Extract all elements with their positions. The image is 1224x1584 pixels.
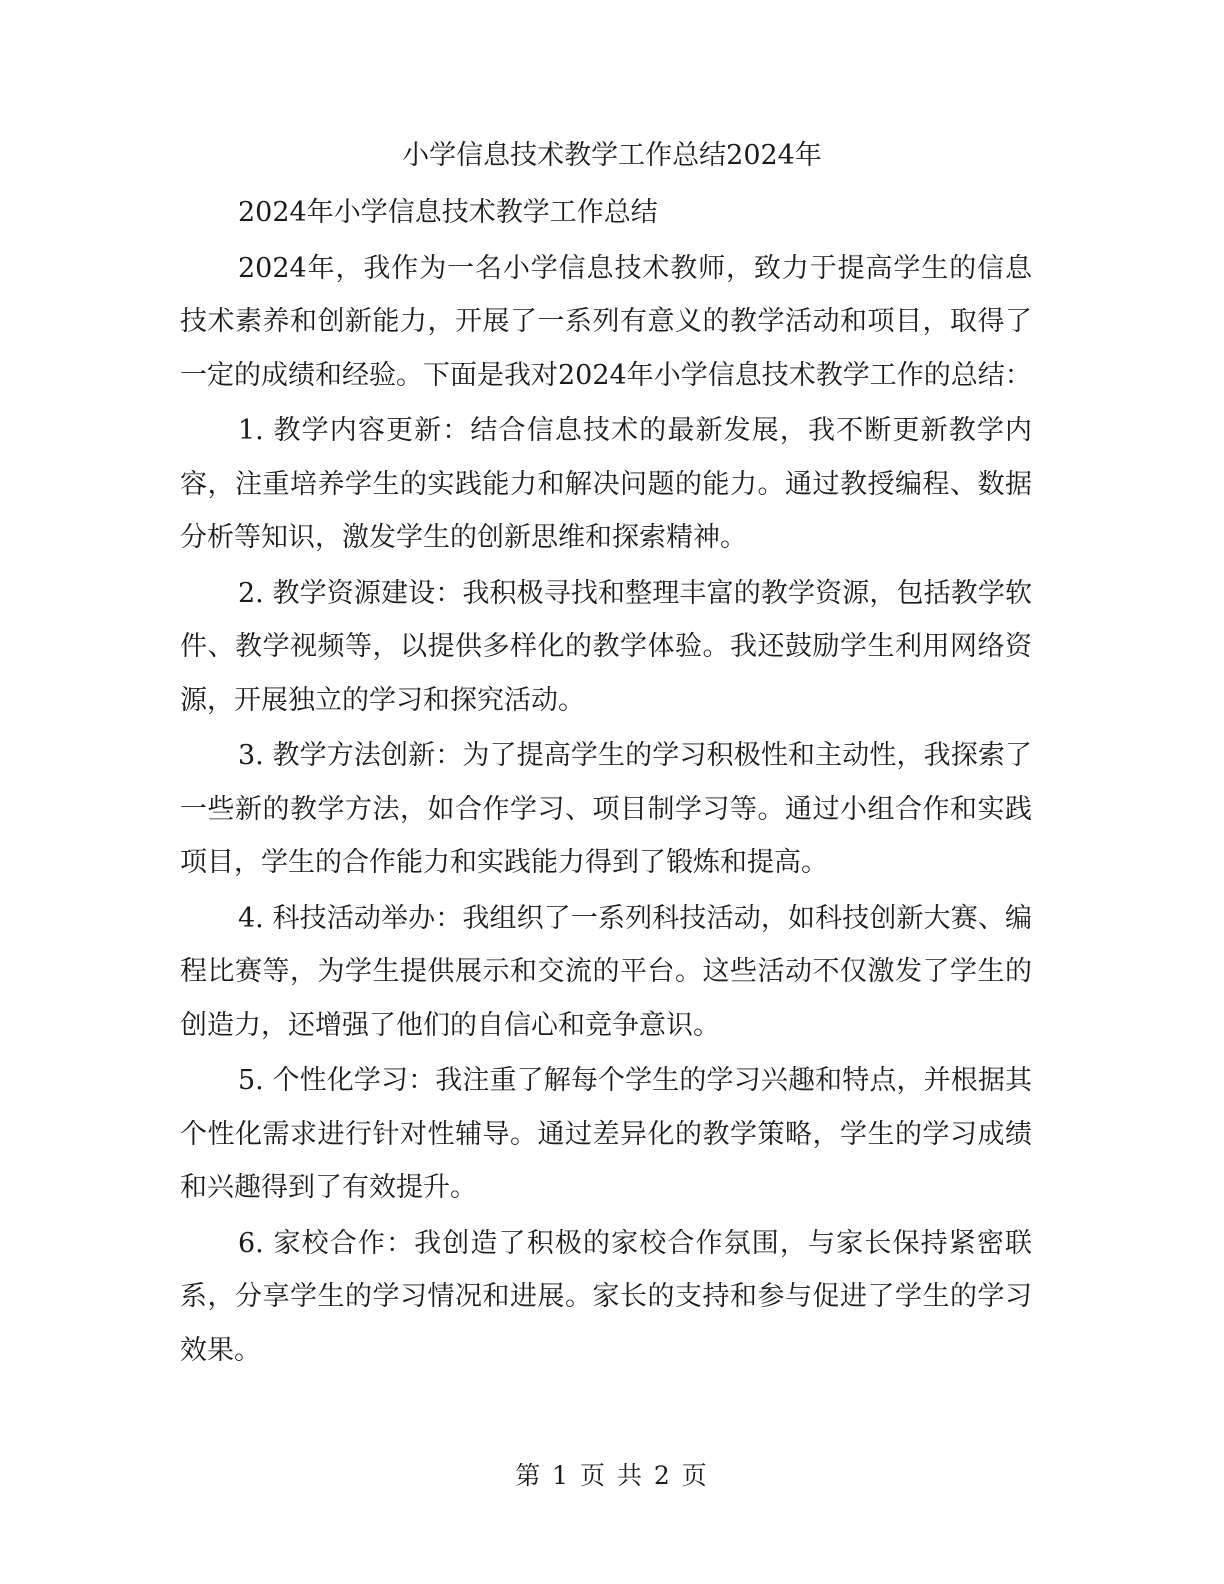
- item-paragraph-5: 5. 个性化学习：我注重了解每个学生的学习兴趣和特点，并根据其个性化需求进行针对性辅导。通过差异化的教学策略，学生的学习成绩和兴趣得到了有效提升。: [180, 1065, 1032, 1203]
- item-paragraph-1: 1. 教学内容更新：结合信息技术的最新发展，我不断更新教学内容，注重培养学生的实践能力和解决问题的能力。通过教授编程、数据分析等知识，激发学生的创新思维和探索精神。: [180, 415, 1032, 553]
- item-paragraph-4: 4. 科技活动举办：我组织了一系列科技活动，如科技创新大赛、编程比赛等，为学生提供展示和交流的平台。这些活动不仅激发了学生的创造力，还增强了他们的自信心和竞争意识。: [180, 902, 1032, 1041]
- document-body: [180, 186, 1032, 1379]
- item-paragraph-3: 3. 教学方法创新：为了提高学生的学习积极性和主动性，我探索了一些新的教学方法，如合作学习、项目制学习等。通过小组合作和实践项目，学生的合作能力和实践能力得到了锻炼和提高。: [180, 740, 1032, 878]
- page-number-footer: 第 1 页 共 2 页: [515, 1461, 709, 1490]
- subtitle-paragraph: 2024年小学信息技术教学工作总结: [238, 197, 658, 228]
- intro-paragraph: 2024年，我作为一名小学信息技术教师，致力于提高学生的信息技术素养和创新能力，开展了一系列有意义的教学活动和项目，取得了一定的成绩和经验。下面是我对2024年小学信息技术教学工作的总结：: [180, 252, 1032, 391]
- item-paragraph-2: 2. 教学资源建设：我积极寻找和整理丰富的教学资源，包括教学软件、教学视频等，以提供多样化的教学体验。我还鼓励学生利用网络资源，开展独立的学习和探究活动。: [180, 577, 1032, 716]
- document-title: 小学信息技术教学工作总结2024年: [402, 140, 822, 171]
- item-paragraph-6: 6. 家校合作：我创造了积极的家校合作氛围，与家长保持紧密联系，分享学生的学习情况和进展。家长的支持和参与促进了学生的学习效果。: [180, 1227, 1032, 1366]
